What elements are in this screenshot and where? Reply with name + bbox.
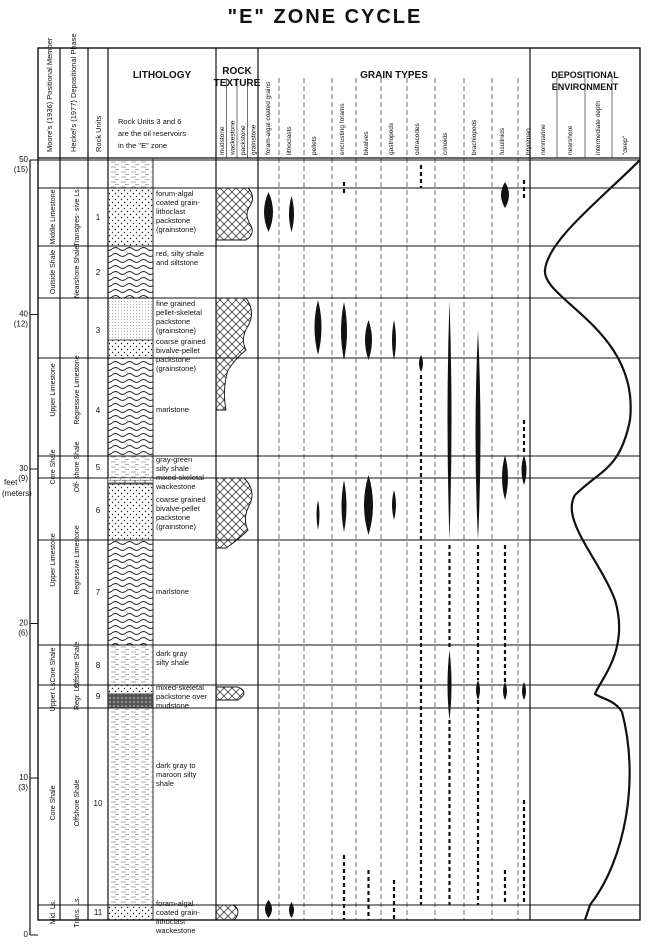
grain-forams-u11 — [265, 900, 272, 918]
member-label: Trans. Ls. — [74, 896, 81, 928]
rock-texture-profile — [216, 687, 244, 700]
lithology-fill — [108, 478, 153, 484]
rock-unit-number: 2 — [95, 268, 101, 277]
lithology-description: and siltstone — [156, 258, 199, 267]
depth-tick-label: 0 — [23, 930, 28, 939]
lithology-description: marlstone — [156, 587, 189, 596]
lithology-fill — [108, 685, 153, 694]
texture-col-label: mudstone — [219, 126, 226, 155]
lithology-description: fine grained — [156, 299, 196, 308]
rock-unit-number: 4 — [95, 406, 101, 415]
grain-bryozoan-u5 — [522, 455, 527, 485]
grain-col-label: encrusting forams — [339, 103, 346, 155]
grain-enc-forams-u3 — [341, 302, 347, 360]
rock-unit-number: 9 — [95, 692, 101, 701]
lithology-description: (grainstone) — [156, 326, 197, 335]
depth-tick-meters: (12) — [13, 319, 28, 329]
lithology-fill — [108, 456, 153, 478]
member-label: Regr. Ls. — [74, 681, 81, 711]
grain-col-label: brachiopods — [471, 119, 478, 155]
depth-unit-label-m: (meters) — [2, 489, 32, 498]
lithology-fill — [108, 905, 153, 920]
lithology-fill — [108, 160, 153, 188]
lithology-description: packstone — [156, 355, 191, 364]
member-label: Mid. Ls. — [50, 899, 57, 925]
rock-unit-number: 5 — [95, 463, 101, 472]
lithology-description: wackestone — [156, 482, 196, 491]
lithology-description: mixed-skeletal — [156, 473, 204, 482]
member-label: Nearshore Shale — [74, 245, 81, 299]
rock-texture-header-2: TEXTURE — [213, 78, 261, 89]
lithology-header: LITHOLOGY — [132, 70, 192, 81]
lithology-fill — [108, 298, 153, 340]
lithology-description: (grainstone) — [156, 522, 197, 531]
rock-texture-profile — [216, 478, 252, 548]
lithology-description: mixed-skeletal — [156, 683, 204, 692]
lithology-description: (grainstone) — [156, 225, 197, 234]
lithology-description: bivalve-pellet — [156, 504, 200, 513]
grain-forams-u1 — [264, 192, 273, 232]
lithology-description: coarse grained — [156, 337, 206, 346]
grain-col-label: foram-algal coated grains — [265, 81, 272, 155]
env-col-label: "deep" — [622, 135, 629, 155]
lithology-description: coated grain- — [156, 198, 200, 207]
depth-tick-meters: (9) — [18, 474, 28, 483]
depth-tick-label: 40 — [19, 309, 28, 319]
lithology-description: mudstone — [156, 701, 189, 710]
lithology-description: dark gray — [156, 649, 188, 658]
grain-pellets-u3 — [315, 300, 322, 355]
depth-unit-label: feet — [4, 478, 18, 487]
depth-tick-label: 30 — [19, 464, 28, 473]
lithology-description: dark gray to — [156, 761, 196, 770]
grain-lithoclasts-u11 — [289, 902, 294, 918]
dep-env-header-1: DEPOSITIONAL — [551, 70, 619, 80]
grain-enc-forams-u6 — [342, 480, 347, 532]
grain-crinoids-u3-6 — [448, 300, 452, 540]
grain-fusulinids-u5 — [502, 455, 508, 500]
lithology-description: coated grain- — [156, 908, 200, 917]
texture-col-label: packstone — [240, 125, 247, 155]
lithology-description: foram-algal — [156, 899, 194, 908]
member-label: Upper Limestone — [50, 533, 57, 587]
grain-gastropods-u3 — [392, 320, 396, 360]
member-label: Off- shore Shale — [74, 441, 81, 493]
lithology-note: Rock Units 3 and 6 — [118, 117, 182, 126]
rock-unit-number: 3 — [95, 326, 101, 335]
depth-tick-label: 10 — [19, 773, 28, 782]
lithology-description: red, silty shale — [156, 249, 204, 258]
lithology-fill — [108, 694, 153, 708]
rock-texture-profile — [216, 188, 253, 240]
lithology-fill — [108, 484, 153, 540]
member-label: Upper Ls. — [50, 680, 57, 712]
texture-col-label: wackestone — [229, 120, 237, 155]
depth-tick-label: 20 — [19, 618, 28, 628]
rock-unit-number: 7 — [95, 588, 101, 597]
heckel-header: Heckel's (1977) Depositional Phase — [69, 33, 78, 152]
depth-tick-meters: (3) — [18, 783, 28, 792]
rock-unit-number: 1 — [95, 213, 101, 222]
lithology-note: are the oil reservoirs — [118, 129, 186, 138]
figure-title: "E" ZONE CYCLE — [227, 6, 423, 28]
lithology-description: bivalve-pellet — [156, 346, 200, 355]
rock-texture-profile — [216, 298, 252, 410]
lithology-fill — [108, 540, 153, 645]
rock-unit-number: 11 — [93, 908, 103, 917]
grain-brachiopods-u9 — [476, 680, 480, 700]
rock-unit-number: 10 — [93, 799, 103, 808]
member-label: Core Shale — [50, 647, 57, 683]
depth-tick-label: 50 — [19, 155, 28, 164]
grain-lithoclasts-u1 — [289, 196, 294, 232]
lithology-description: packstone — [156, 216, 191, 225]
grain-col-label: crinoids — [442, 132, 449, 155]
lithology-description: forum-algal — [156, 189, 194, 198]
grain-bivalves-u3 — [365, 320, 372, 360]
grain-types-header: GRAIN TYPES — [360, 70, 428, 81]
grain-col-label: lithoclasts — [286, 126, 293, 155]
lithology-description: packstone over — [156, 692, 207, 701]
env-col-label: nearshore — [567, 125, 574, 155]
moore-header: Moore's (1936) Positional Member — [45, 37, 54, 152]
member-label: Regressive Limestone — [74, 525, 81, 595]
grain-col-label: gastropods — [388, 122, 395, 155]
member-label: Upper Limestone — [50, 363, 57, 417]
rock-unit-number: 8 — [95, 661, 101, 670]
lithology-description: maroon silty — [156, 770, 197, 779]
lithology-description: pellet-skeletal — [156, 308, 202, 317]
member-label: Outside Shale — [50, 250, 57, 294]
grain-col-label: bryozoan — [525, 128, 532, 155]
env-col-label: nonmarine — [540, 124, 547, 155]
lithology-description: wackestone — [156, 926, 196, 935]
member-label: Middle Limestone — [50, 189, 57, 245]
lithology-description: silty shale — [156, 464, 189, 473]
grain-col-label: fusulinids — [499, 127, 506, 155]
member-label: Transgres- sive Ls. — [74, 187, 81, 247]
grain-bivalves-u6 — [364, 475, 373, 535]
lithology-fill — [108, 358, 153, 456]
dep-env-header-2: ENVIRONMENT — [551, 82, 619, 92]
grain-col-label: pellets — [311, 136, 318, 155]
lithology-description: lithoclast — [156, 917, 186, 926]
grain-col-label: ostracodes — [414, 123, 421, 155]
lithology-description: silty shale — [156, 658, 189, 667]
member-label: Core Shale — [50, 785, 57, 821]
member-label: Regressive Limestone — [74, 355, 81, 425]
rock-unit-number: 6 — [95, 506, 101, 515]
member-label: Offshore Shale — [74, 641, 81, 689]
lithology-description: coarse grained — [156, 495, 206, 504]
lithology-description: marlstone — [156, 405, 189, 414]
env-col-label: intermediate depth — [595, 101, 602, 155]
member-label: Core Shale — [50, 449, 57, 485]
rock-units-header: Rock Units — [94, 115, 103, 152]
rock-texture-profile — [216, 905, 238, 920]
rock-texture-header-1: ROCK — [222, 66, 252, 77]
grain-brachiopods-u4-6 — [476, 330, 481, 540]
lithology-fill — [108, 246, 153, 298]
grain-fusulinids-u1 — [501, 182, 509, 208]
lithology-note: in the "E" zone — [118, 141, 168, 150]
lithology-fill — [108, 188, 153, 246]
lithology-description: shale — [156, 779, 174, 788]
depth-tick-meters: (6) — [18, 628, 28, 638]
depth-tick-meters: (15) — [13, 165, 28, 174]
lithology-description: packstone — [156, 513, 191, 522]
lithology-fill — [108, 340, 153, 358]
lithology-description: (grainstone) — [156, 364, 197, 373]
lithology-description: packstone — [156, 317, 191, 326]
lithology-description: lithoclast — [156, 207, 186, 216]
grain-gastropods-u6 — [392, 490, 396, 520]
lithology-fill — [108, 708, 153, 905]
texture-col-label: grainstone — [250, 124, 258, 155]
grain-crinoids-u8-9 — [448, 650, 452, 720]
member-label: Offshore Shale — [74, 779, 81, 827]
grain-pellets-u6 — [317, 500, 320, 530]
lithology-fill — [108, 645, 153, 685]
grain-col-label: bivalves — [363, 131, 370, 155]
lithology-description: gray-green — [156, 455, 193, 464]
